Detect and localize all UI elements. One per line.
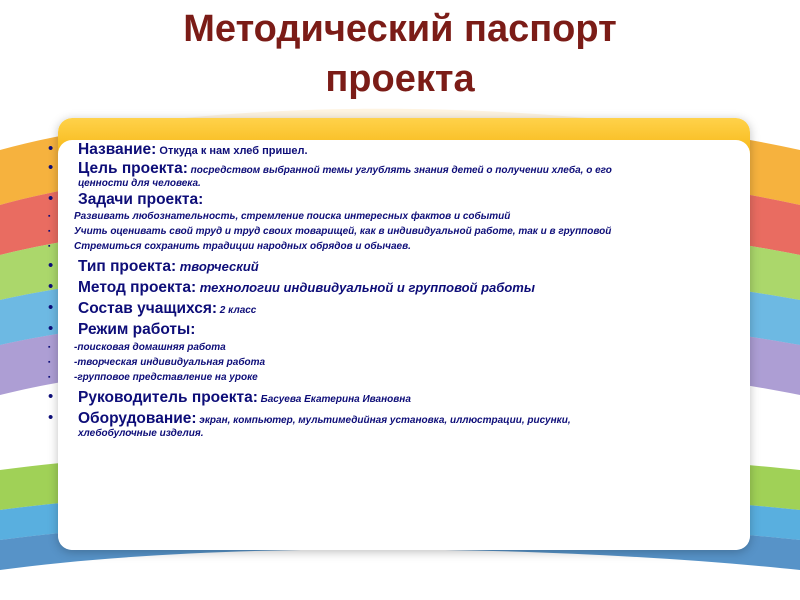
task-item: ▪ Развивать любознательность, стремление поиска интересных фактов и событий: [44, 211, 734, 223]
mode-item: ▪ -творческая индивидуальная работа: [44, 357, 734, 369]
item-type: • Тип проекта: творческий: [44, 257, 734, 276]
page-title: Методический паспорт проекта: [183, 8, 617, 100]
item-goal-cont: ценности для человека.: [78, 178, 201, 189]
passport-list: [44, 140, 734, 440]
task-item: ▪ Стремиться сохранить традиции народных обрядов и обычаев.: [44, 241, 734, 253]
item-goal: • Цель проекта: посредством выбранной темы углублять знания детей о получении хлеба, о его: [44, 159, 734, 178]
item-mode: • Режим работы:: [44, 320, 734, 339]
mode-item: ▪ -поисковая домашняя работа: [44, 342, 734, 354]
item-equipment-cont: хлебобулочные изделия.: [78, 428, 204, 439]
item-method: • Метод проекта: технологии индивидуальной и групповой работы: [44, 278, 734, 297]
item-leader: • Руководитель проекта: Басуева Екатерина Ивановна: [44, 388, 734, 407]
task-item: ▪ Учить оценивать свой труд и труд своих товарищей, как в индивидуальной работе, так и в групповой: [44, 226, 734, 238]
item-students: • Состав учащихся: 2 класс: [44, 299, 734, 318]
item-name: • Название: Откуда к нам хлеб пришел.: [44, 140, 734, 159]
mode-item: ▪ -групповое представление на уроке: [44, 372, 734, 384]
item-tasks: • Задачи проекта:: [44, 190, 734, 209]
item-equipment: • Оборудование: экран, компьютер, мультимедийная установка, иллюстрации, рисунки,: [44, 409, 734, 428]
